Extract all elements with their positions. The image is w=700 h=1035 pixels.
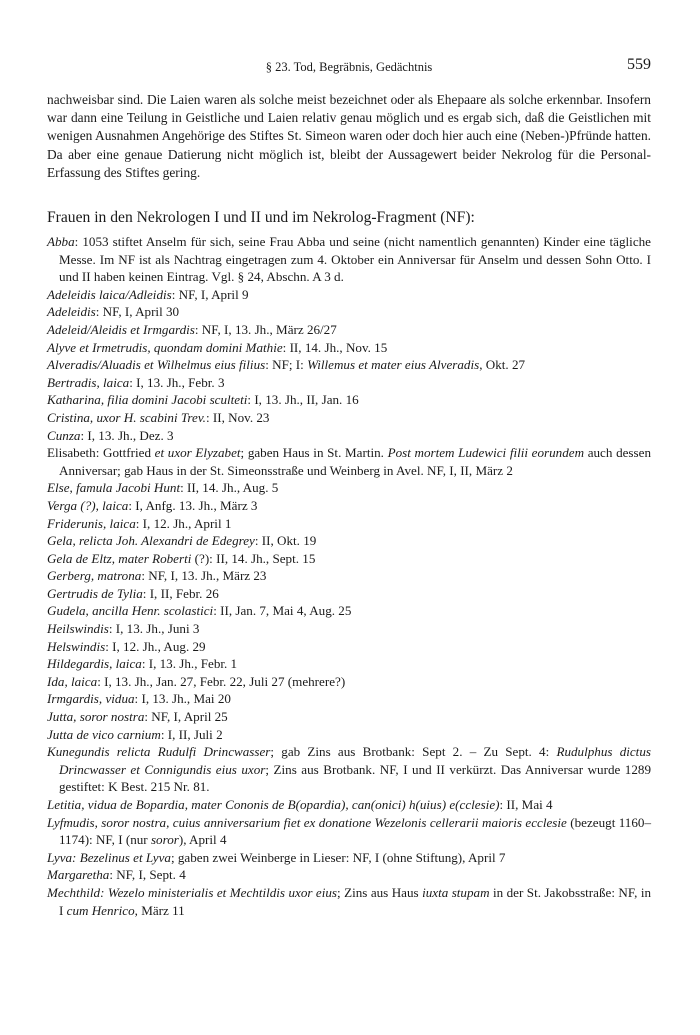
entry-tail: in der St. Jakobsstraße: NF, in I <box>59 884 652 918</box>
list-item <box>47 427 651 445</box>
intro-paragraph <box>47 91 651 182</box>
entry-head: Lyva: Bezelinus et Lyva <box>47 849 171 865</box>
list-item <box>47 286 651 304</box>
entry-head: Cristina, uxor H. scabini Trev. <box>47 409 206 425</box>
entry-rest: : I, 13. Jh., Febr. 3 <box>129 374 225 390</box>
entry-head: Margaretha <box>47 867 110 883</box>
list-item <box>47 673 651 691</box>
entry-head: Gertrudis de Tylia <box>47 585 143 601</box>
entry-head: Heilswindis <box>47 621 109 637</box>
entry-head: Adeleidis laica/Adleidis <box>47 286 172 302</box>
list-item <box>47 866 651 884</box>
list-item <box>47 814 651 849</box>
entry-rest: : NF, I, Sept. 4 <box>109 867 186 883</box>
entry-head: Verga (?), laica <box>47 497 129 513</box>
entry-mid: et uxor Elyzabet <box>154 445 241 461</box>
list-item <box>47 602 651 620</box>
list-item <box>47 303 651 321</box>
running-title: § 23. Tod, Begräbnis, Gedächtnis <box>265 60 433 74</box>
intro-text: nachweisbar sind. Die Laien waren als solche meist bezeichnet oder als Ehepaare als solche erkennbar. Insofern war dann eine Teilung in Geistliche und Laien relativ genau möglich und es ergab sich, daß die Geistlichen mit wenigen Ausnahmen Angehörige des Stiftes St. Simeon waren oder doch hier auch eine (Neben-)Pfründe hatten. Da aber eine genaue Datierung nicht möglich ist, bleibt der Aussagewert beider Nekrolog für die Personal-Erfassung des Stiftes gering. <box>47 92 651 180</box>
entry-rest: : NF; I: <box>265 357 308 373</box>
entry-tail: , Okt. 27 <box>479 357 526 373</box>
list-item <box>47 849 651 867</box>
list-item <box>47 409 651 427</box>
entry-tail2: , März 11 <box>134 902 185 918</box>
list-item <box>47 796 651 814</box>
entry-head: Kunegundis relicta Rudulfi Drincwasser <box>47 744 271 760</box>
entry-rest: ; gab Zins aus Brotbank: Sept 2. – Zu Sept. 4: <box>270 744 557 760</box>
entry-rest: Elisabeth: Gottfried <box>47 445 155 461</box>
entry-rest: (?): II, 14. Jh., Sept. 15 <box>191 550 316 566</box>
running-header <box>47 58 651 78</box>
entry-head: Mechthild: Wezelo ministerialis et Mechtildis uxor eius <box>47 884 338 900</box>
list-item <box>47 391 651 409</box>
list-item <box>47 321 651 339</box>
entry-mid: soror <box>150 832 179 848</box>
entry-rest: : I, 13. Jh., Dez. 3 <box>80 427 174 443</box>
list-item <box>47 655 651 673</box>
entry-rest: : I, Anfg. 13. Jh., März 3 <box>128 497 258 513</box>
entry-head: Alyve et Irmetrudis, quondam domini Mathie <box>47 339 283 355</box>
entry-tail: ; Zins aus Brotbank. NF, I und II verkürzt. Das Anniversar wurde 1289 gestiftet: K Best. 215 Nr. 81. <box>59 761 651 795</box>
list-item <box>47 585 651 603</box>
entry-head: Gerberg, matrona <box>47 568 142 584</box>
entry-head: Letitia, vidua de Bopardia, mater Cononis de B(opardia), can(onici) h(uius) e(cclesie) <box>47 797 500 812</box>
entry-mid2: Post mortem Ludewici filii eorundem <box>387 445 585 461</box>
entry-rest: : I, 12. Jh., Aug. 29 <box>105 638 206 654</box>
entry-rest: : II, 14. Jh., Aug. 5 <box>180 480 279 496</box>
entry-rest: : I, 13. Jh., II, Jan. 16 <box>247 392 359 408</box>
entry-head: Alveradis/Aluadis et Wilhelmus eius filius <box>47 357 266 373</box>
entry-rest: : I, II, Juli 2 <box>160 726 223 742</box>
entry-rest: : II, 14. Jh., Nov. 15 <box>282 339 388 355</box>
list-item <box>47 567 651 585</box>
entry-rest: : I, 13. Jh., Mai 20 <box>134 691 231 707</box>
entry-head: Katharina, filia domini Jacobi sculteti <box>47 392 248 408</box>
entry-head: Friderunis, laica <box>47 515 136 531</box>
entry-rest: ; gaben zwei Weinberge in Lieser: NF, I (ohne Stiftung), April 7 <box>170 849 506 865</box>
entry-tail: ; gaben Haus in St. Martin. <box>240 445 388 461</box>
list-item <box>47 708 651 726</box>
entry-rest: : II, Mai 4 <box>499 797 553 812</box>
entry-tail2: auch dessen Anniversar; gab Haus in der St. Simeonsstraße und Weinberg in Avel. NF, I, II, März 2 <box>59 445 651 478</box>
entry-rest: : I, 13. Jh., Jan. 27, Febr. 22, Juli 27 (mehrere?) <box>97 673 346 689</box>
entry-mid: iuxta stupam <box>422 884 490 900</box>
list-item <box>47 339 651 357</box>
entry-rest: : I, II, Febr. 26 <box>142 585 219 601</box>
entry-rest: : NF, I, 13. Jh., März 23 <box>141 568 267 584</box>
entry-head: Gudela, ancilla Henr. scolastici <box>47 603 214 619</box>
entry-head: Lyfmudis, soror nostra, cuius anniversarium fiet ex donatione Wezelonis cellerarii maioris ecclesie <box>47 814 567 830</box>
list-item <box>47 444 651 479</box>
entry-head: Else, famula Jacobi Hunt <box>47 480 181 496</box>
entry-head: Irmgardis, vidua <box>47 691 135 707</box>
entry-rest: : I, 12. Jh., April 1 <box>135 515 232 531</box>
entry-rest: (bezeugt 1160–1174): NF, I (nur <box>59 814 651 848</box>
entry-rest: : NF, I, 13. Jh., März 26/27 <box>194 321 337 337</box>
entry-mid: Rudulphus dictus Drincwasser et Connigundis eius uxor <box>59 744 651 777</box>
list-item <box>47 638 651 656</box>
entry-rest: : II, Okt. 19 <box>254 533 317 549</box>
section-heading: Frauen in den Nekrologen I und II und im Nekrolog-Fragment (NF): <box>47 209 475 226</box>
list-item <box>47 690 651 708</box>
page-number: 559 <box>627 56 651 73</box>
entry-rest: ; Zins aus Haus <box>337 884 423 900</box>
list-item <box>47 356 651 374</box>
list-item <box>47 550 651 568</box>
entry-mid: Willemus et mater eius Alveradis <box>307 357 480 373</box>
entry-head: Adeleidis <box>47 304 96 320</box>
list-item <box>47 726 651 744</box>
entry-rest: : NF, I, April 30 <box>95 304 180 320</box>
entry-head: Ida, laica <box>47 673 98 689</box>
entry-head: Jutta de vico carnium <box>47 726 161 742</box>
entry-rest: : I, 13. Jh., Febr. 1 <box>141 656 238 672</box>
entry-rest: : II, Jan. 7, Mai 4, Aug. 25 <box>213 603 352 619</box>
entry-tail: ), April 4 <box>178 832 227 848</box>
entry-rest: : II, Nov. 23 <box>205 409 270 425</box>
list-item <box>47 233 651 286</box>
entry-list <box>47 233 651 919</box>
list-item <box>47 515 651 533</box>
entry-head: Jutta, soror nostra <box>47 709 145 725</box>
entry-rest: : I, 13. Jh., Juni 3 <box>108 621 200 637</box>
list-item <box>47 374 651 392</box>
entry-head: Gela de Eltz, mater Roberti <box>47 550 192 566</box>
list-item <box>47 743 651 796</box>
entry-mid2: cum Henrico <box>66 902 135 918</box>
entry-rest: : 1053 stiftet Anselm für sich, seine Frau Abba und seine (nicht namentlich genannten) Kinder eine tägliche Messe. Im NF ist als Nachtrag eingetragen zum 4. Oktober ein Anniversar für Anselm und dessen Sohn Otto. I und II haben keinen Eintrag. Vgl. § 24, Abschn. A 3 d. <box>59 234 651 285</box>
entry-head: Gela, relicta Joh. Alexandri de Edegrey <box>47 533 255 549</box>
list-item <box>47 532 651 550</box>
list-item <box>47 884 651 919</box>
entry-rest: : NF, I, April 25 <box>144 709 228 725</box>
list-item <box>47 620 651 638</box>
entry-rest: : NF, I, April 9 <box>171 286 249 302</box>
entry-head: Bertradis, laica <box>47 374 130 390</box>
entry-head: Adeleid/Aleidis et Irmgardis <box>47 321 195 337</box>
list-item <box>47 479 651 497</box>
list-item <box>47 497 651 515</box>
entry-head: Helswindis <box>47 638 106 654</box>
entry-head: Hildegardis, laica <box>47 656 142 672</box>
entry-head: Cunza <box>47 427 81 443</box>
entry-head: Abba <box>47 234 75 249</box>
